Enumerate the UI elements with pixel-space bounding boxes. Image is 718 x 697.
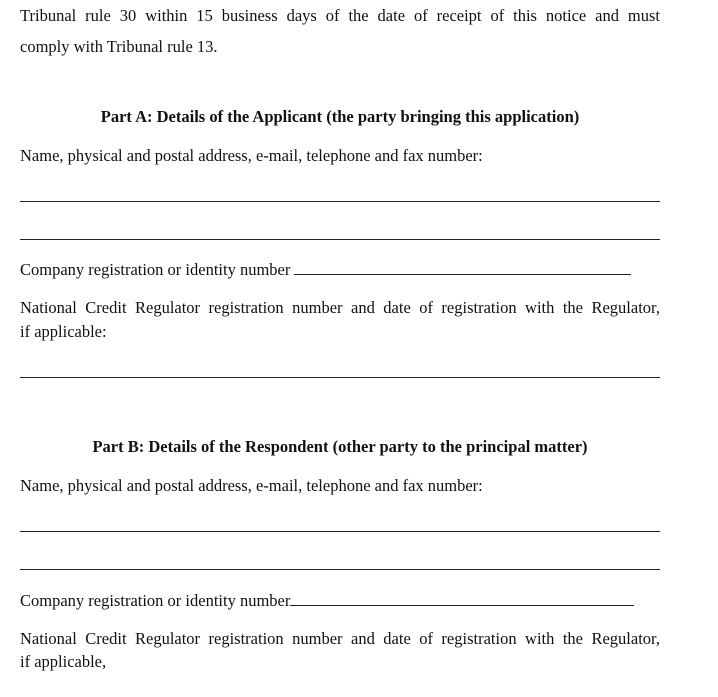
part-b-ncr-label-line-2: if applicable,: [20, 652, 107, 671]
part-a-contact-label: Name, physical and postal address, e-mail, telephone and fax number:: [20, 146, 483, 165]
intro-line-1: Tribunal rule 30 within 15 business days of the date of receipt of this notice and must: [20, 6, 660, 25]
part-b-contact-label: Name, physical and postal address, e-mail, telephone and fax number:: [20, 476, 483, 495]
part-b-contact-line-1[interactable]: [20, 531, 660, 532]
part-b-company-field[interactable]: [290, 591, 634, 606]
part-b-company-row: [20, 591, 634, 611]
part-a-company-field[interactable]: [294, 260, 631, 275]
part-a-ncr-line[interactable]: [20, 377, 660, 378]
part-b-company-label: Company registration or identity number: [20, 591, 291, 610]
part-a-company-row: [20, 260, 631, 280]
part-a-contact-line-1[interactable]: [20, 201, 660, 202]
part-a-contact-line-2[interactable]: [20, 239, 660, 240]
part-a-ncr-label-line-1: National Credit Regulator registration number and date of registration with the Regulator,: [20, 298, 660, 317]
intro-line-2: comply with Tribunal rule 13.: [20, 37, 218, 56]
part-a-company-label: Company registration or identity number: [20, 260, 291, 279]
part-b-heading: Part B: Details of the Respondent (other party to the principal matter): [92, 437, 588, 456]
part-b-contact-line-2[interactable]: [20, 569, 660, 570]
part-a-heading: Part A: Details of the Applicant (the party bringing this application): [100, 107, 580, 126]
part-a-ncr-label-line-2: if applicable:: [20, 322, 107, 341]
part-b-ncr-label-line-1: National Credit Regulator registration number and date of registration with the Regulator,: [20, 629, 660, 648]
